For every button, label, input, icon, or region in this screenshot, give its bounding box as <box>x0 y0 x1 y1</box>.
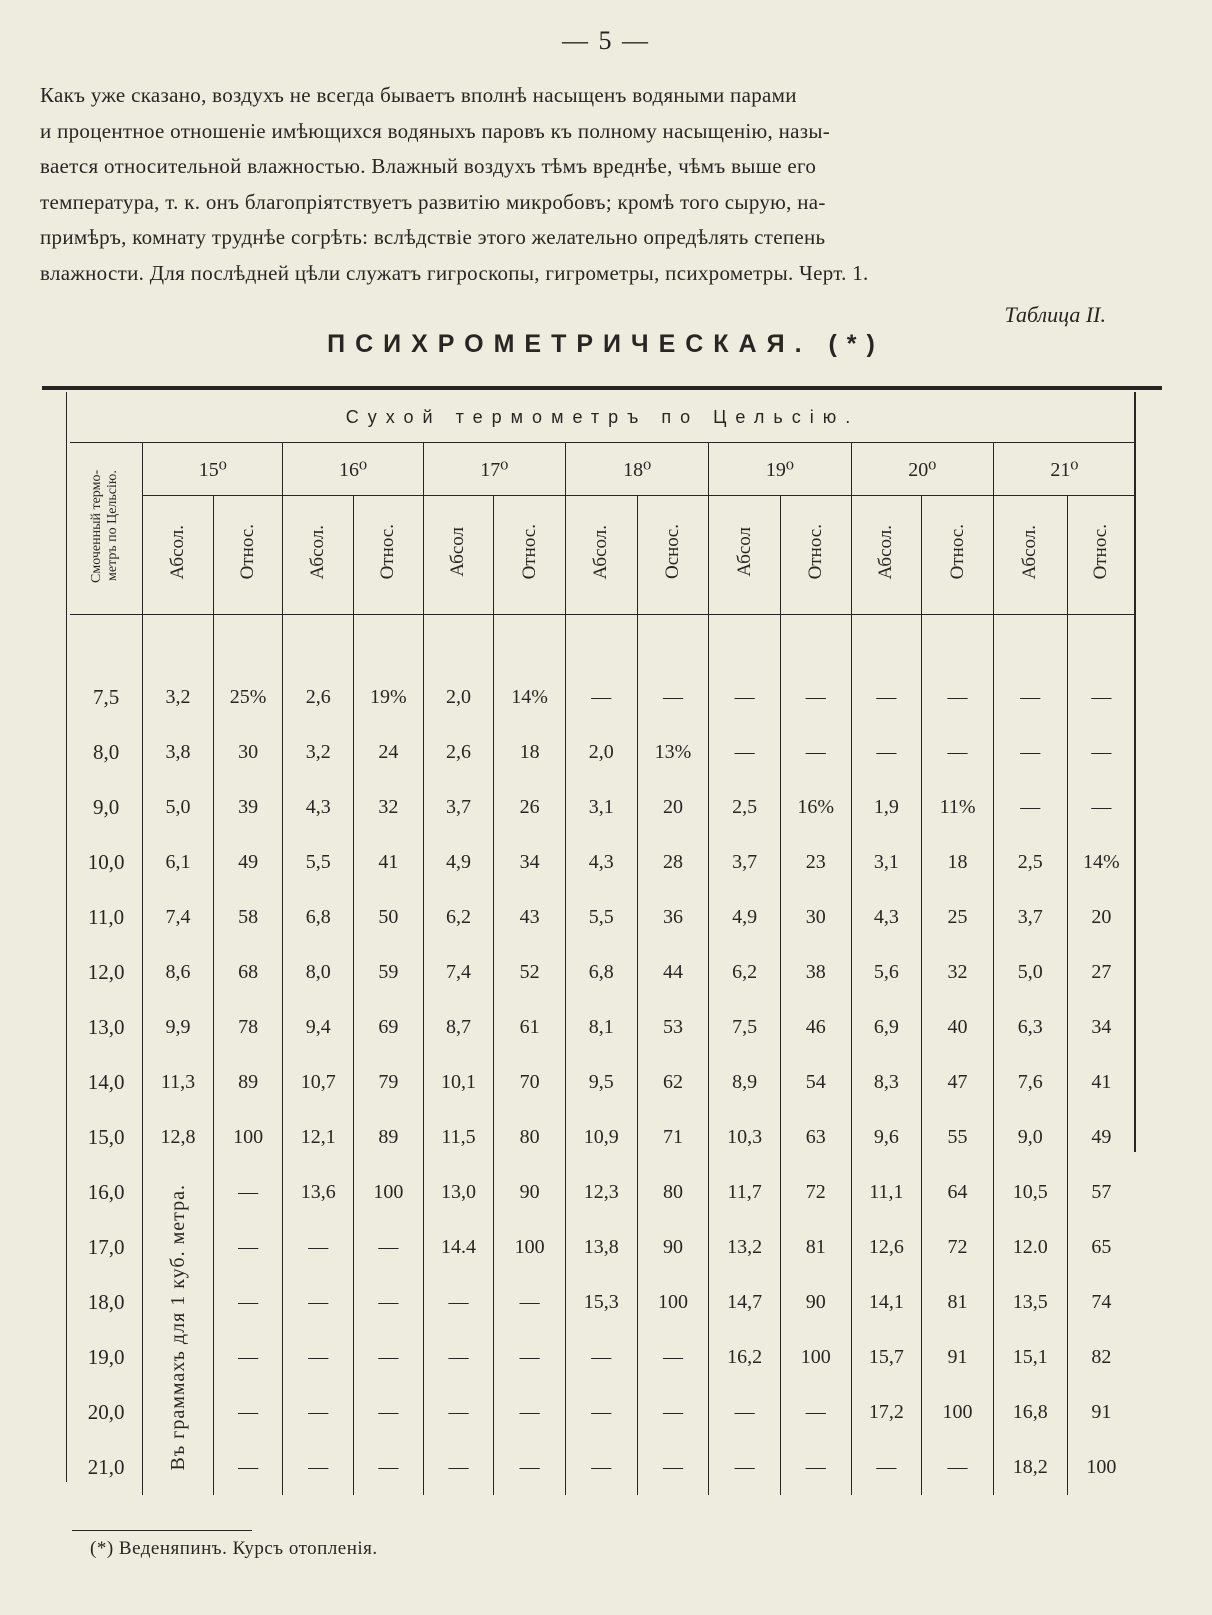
psychrometric-table <box>70 392 1135 1495</box>
table-label: Таблица II. <box>1004 302 1106 327</box>
relative-value-cell: 32 <box>922 945 994 1000</box>
relative-value-cell: 14% <box>1067 835 1135 890</box>
absolute-value-cell: 2,5 <box>709 780 781 835</box>
wet-temp-cell: 17,0 <box>87 1235 125 1259</box>
absolute-value-cell: 12,1 <box>283 1110 354 1165</box>
relative-value-cell: — <box>354 1220 424 1275</box>
relative-value-cell: 13% <box>637 725 709 780</box>
table-row <box>70 1220 1135 1275</box>
wet-temp-cell: 8,0 <box>92 740 120 764</box>
subheader-abs: Абсол <box>709 496 781 615</box>
relative-value-cell: 20 <box>637 780 709 835</box>
relative-value-cell: 74 <box>1067 1275 1135 1330</box>
relative-value-cell: — <box>354 1385 424 1440</box>
relative-value-cell: 24 <box>354 725 424 780</box>
absolute-value-cell: 10,3 <box>709 1110 781 1165</box>
subheader-rel: Относ. <box>213 496 283 615</box>
relative-value-cell: — <box>922 670 994 725</box>
table-row <box>70 670 1135 725</box>
intro-line: влажности. Для послѣдней цѣли служатъ гигроскопы, гигрометры, психрометры. Черт. 1. <box>40 260 869 285</box>
table-row <box>70 1165 1135 1220</box>
relative-value-cell: — <box>1067 780 1135 835</box>
absolute-value-cell: 2,5 <box>993 835 1067 890</box>
absolute-value-cell: 12,3 <box>565 1165 637 1220</box>
absolute-value-cell: 1,9 <box>851 780 922 835</box>
relative-value-cell: 71 <box>637 1110 709 1165</box>
absolute-value-cell: 2,0 <box>565 725 637 780</box>
relative-value-cell: 89 <box>213 1055 283 1110</box>
absolute-value-cell: — <box>565 1330 637 1385</box>
absolute-value-cell: 4,3 <box>851 890 922 945</box>
relative-value-cell: — <box>1067 725 1135 780</box>
relative-value-cell: 25% <box>213 670 283 725</box>
relative-value-cell: 34 <box>494 835 566 890</box>
absolute-value-cell: — <box>993 670 1067 725</box>
intro-line: вается относительной влажностью. Влажный воздухъ тѣмъ вреднѣе, чѣмъ выше его <box>40 154 817 178</box>
temp-header-18: 18⁰ <box>565 443 708 496</box>
absolute-value-cell: — <box>423 1275 494 1330</box>
table-top-rule <box>42 386 1162 390</box>
relative-value-cell: 16% <box>780 780 851 835</box>
subheader-abs: Абсол. <box>143 496 214 615</box>
subheader-rel: Относ. <box>780 496 851 615</box>
relative-value-cell: — <box>780 725 851 780</box>
relative-value-cell: 80 <box>637 1165 709 1220</box>
subheader-rel: Относ. <box>1067 496 1135 615</box>
intro-line: и процентное отношеніе имѣющихся водяныхъ паровъ къ полному насыщенію, назы- <box>40 118 831 143</box>
wet-temp-cell: 19,0 <box>87 1345 125 1369</box>
table-row <box>70 1385 1135 1440</box>
relative-value-cell: 23 <box>780 835 851 890</box>
absolute-value-cell: — <box>993 725 1067 780</box>
wet-temp-cell: 11,0 <box>88 905 125 929</box>
absolute-value-cell: 6,2 <box>709 945 781 1000</box>
absolute-value-cell: — <box>709 1440 781 1495</box>
table-row <box>70 835 1135 890</box>
table-row <box>70 1000 1135 1055</box>
relative-value-cell: 100 <box>637 1275 709 1330</box>
wet-temp-cell: 16,0 <box>87 1180 125 1204</box>
spacer-row <box>70 615 1135 671</box>
table-row <box>70 725 1135 780</box>
relative-value-cell: 80 <box>494 1110 566 1165</box>
subheader-abs: Абсол. <box>283 496 354 615</box>
relative-value-cell: — <box>922 725 994 780</box>
footnote: (*) Веденяпинъ. Курсъ отопленія. <box>90 1538 378 1559</box>
absolute-value-cell: — <box>709 725 781 780</box>
absolute-value-cell: — <box>565 670 637 725</box>
relative-value-cell: 57 <box>1067 1165 1135 1220</box>
relative-value-cell: — <box>780 1385 851 1440</box>
absolute-value-cell: — <box>283 1275 354 1330</box>
relative-value-cell: 82 <box>1067 1330 1135 1385</box>
relative-value-cell: — <box>494 1275 566 1330</box>
relative-value-cell: 46 <box>780 1000 851 1055</box>
wet-thermometer-header <box>70 443 143 615</box>
absolute-value-cell: — <box>851 670 922 725</box>
relative-value-cell: — <box>213 1330 283 1385</box>
relative-value-cell: 44 <box>637 945 709 1000</box>
relative-value-cell: 36 <box>637 890 709 945</box>
relative-value-cell: 90 <box>494 1165 566 1220</box>
absolute-value-cell: 11,3 <box>143 1055 214 1110</box>
relative-value-cell: 25 <box>922 890 994 945</box>
relative-value-cell: 34 <box>1067 1000 1135 1055</box>
relative-value-cell: 30 <box>780 890 851 945</box>
absolute-value-cell: 8,7 <box>423 1000 494 1055</box>
absolute-value-cell: 5,5 <box>283 835 354 890</box>
relative-value-cell: 41 <box>1067 1055 1135 1110</box>
relative-value-cell: 100 <box>922 1385 994 1440</box>
absolute-value-cell: 14,1 <box>851 1275 922 1330</box>
relative-value-cell: — <box>494 1385 566 1440</box>
absolute-value-cell: — <box>283 1440 354 1495</box>
absolute-value-cell: 7,4 <box>143 890 214 945</box>
relative-value-cell: 90 <box>637 1220 709 1275</box>
table-row <box>70 1055 1135 1110</box>
temp-header-17: 17⁰ <box>423 443 565 496</box>
relative-value-cell: 69 <box>354 1000 424 1055</box>
absolute-value-cell: 10,7 <box>283 1055 354 1110</box>
relative-value-cell: — <box>213 1385 283 1440</box>
absolute-value-cell: 14.4 <box>423 1220 494 1275</box>
absolute-value-cell: — <box>709 670 781 725</box>
relative-value-cell: 72 <box>780 1165 851 1220</box>
absolute-value-cell: 12.0 <box>993 1220 1067 1275</box>
relative-value-cell: 58 <box>213 890 283 945</box>
absolute-value-cell: — <box>283 1330 354 1385</box>
absolute-value-cell: — <box>851 725 922 780</box>
table-title: ПСИХРОМЕТРИЧЕСКАЯ. (*) <box>327 330 885 358</box>
relative-value-cell: 28 <box>637 835 709 890</box>
absolute-value-cell: — <box>709 1385 781 1440</box>
wet-temp-cell: 15,0 <box>87 1125 125 1149</box>
absolute-value-cell: 6,3 <box>993 1000 1067 1055</box>
relative-value-cell: 90 <box>780 1275 851 1330</box>
absolute-value-cell: 3,8 <box>143 725 214 780</box>
temp-header-19: 19⁰ <box>709 443 851 496</box>
relative-value-cell: 52 <box>494 945 566 1000</box>
wet-temp-cell: 12,0 <box>87 960 125 984</box>
table-left-rule <box>66 392 67 1482</box>
relative-value-cell: 38 <box>780 945 851 1000</box>
absolute-value-cell: 18,2 <box>993 1440 1067 1495</box>
absolute-value-cell: 5,6 <box>851 945 922 1000</box>
absolute-value-cell: — <box>565 1385 637 1440</box>
relative-value-cell: 26 <box>494 780 566 835</box>
absolute-value-cell: 9,6 <box>851 1110 922 1165</box>
subheader-rel: Относ. <box>922 496 994 615</box>
relative-value-cell: — <box>1067 670 1135 725</box>
relative-value-cell: 100 <box>780 1330 851 1385</box>
absolute-value-cell: 2,6 <box>423 725 494 780</box>
absolute-value-cell: 6,8 <box>565 945 637 1000</box>
relative-value-cell: — <box>780 1440 851 1495</box>
absolute-value-cell: 3,7 <box>993 890 1067 945</box>
relative-value-cell: 79 <box>354 1055 424 1110</box>
relative-value-cell: 30 <box>213 725 283 780</box>
absolute-value-cell: 15,1 <box>993 1330 1067 1385</box>
relative-value-cell: — <box>213 1440 283 1495</box>
relative-value-cell: 49 <box>213 835 283 890</box>
relative-value-cell: 50 <box>354 890 424 945</box>
wet-temp-cell: 21,0 <box>87 1455 125 1479</box>
table-row <box>70 1330 1135 1385</box>
relative-value-cell: 62 <box>637 1055 709 1110</box>
absolute-value-cell: 6,1 <box>143 835 214 890</box>
subheader-abs: Абсол. <box>993 496 1067 615</box>
temp-header-20: 20⁰ <box>851 443 993 496</box>
subheader-rel: Относ. <box>494 496 566 615</box>
wet-thermometer-label: Смоченный термо- метръ по Цельсію. <box>89 468 121 583</box>
absolute-value-cell: — <box>423 1440 494 1495</box>
relative-value-cell: 40 <box>922 1000 994 1055</box>
absolute-value-cell: 6,8 <box>283 890 354 945</box>
absolute-value-cell: 3,2 <box>283 725 354 780</box>
relative-value-cell: 32 <box>354 780 424 835</box>
absolute-value-cell: — <box>565 1440 637 1495</box>
absolute-value-cell: 12,8 <box>143 1110 214 1165</box>
absolute-value-cell: 9,5 <box>565 1055 637 1110</box>
absolute-value-cell: 8,3 <box>851 1055 922 1110</box>
relative-value-cell: 61 <box>494 1000 566 1055</box>
absolute-value-cell: 9,0 <box>993 1110 1067 1165</box>
absolute-value-cell: 3,7 <box>709 835 781 890</box>
relative-value-cell: — <box>213 1220 283 1275</box>
absolute-value-cell: 13,8 <box>565 1220 637 1275</box>
temp-header-21: 21⁰ <box>993 443 1135 496</box>
absolute-value-cell: 15,7 <box>851 1330 922 1385</box>
relative-value-cell: — <box>213 1165 283 1220</box>
absolute-value-cell: 15,3 <box>565 1275 637 1330</box>
absolute-value-cell: 4,9 <box>423 835 494 890</box>
absolute-value-cell: 12,6 <box>851 1220 922 1275</box>
absolute-value-cell: 16,2 <box>709 1330 781 1385</box>
absolute-value-cell: 9,4 <box>283 1000 354 1055</box>
relative-value-cell: 54 <box>780 1055 851 1110</box>
relative-value-cell: 91 <box>922 1330 994 1385</box>
relative-value-cell: — <box>494 1330 566 1385</box>
relative-value-cell: 41 <box>354 835 424 890</box>
absolute-value-cell: 3,7 <box>423 780 494 835</box>
absolute-value-cell: 13,6 <box>283 1165 354 1220</box>
relative-value-cell: 100 <box>494 1220 566 1275</box>
absolute-value-cell: 11,7 <box>709 1165 781 1220</box>
table-row <box>70 890 1135 945</box>
absolute-value-cell: — <box>283 1385 354 1440</box>
absolute-value-cell: 7,4 <box>423 945 494 1000</box>
footnote-rule <box>72 1530 252 1531</box>
relative-value-cell: — <box>922 1440 994 1495</box>
relative-value-cell: — <box>637 670 709 725</box>
wet-temp-cell: 14,0 <box>87 1070 125 1094</box>
relative-value-cell: 20 <box>1067 890 1135 945</box>
absolute-value-cell: 2,6 <box>283 670 354 725</box>
subheader-rel: Относ. <box>354 496 424 615</box>
absolute-value-cell: — <box>423 1385 494 1440</box>
relative-value-cell: 68 <box>213 945 283 1000</box>
relative-value-cell: — <box>780 670 851 725</box>
absolute-value-cell: 11,1 <box>851 1165 922 1220</box>
subheader-abs: Абсол. <box>851 496 922 615</box>
relative-value-cell: 89 <box>354 1110 424 1165</box>
table-body <box>70 615 1135 1496</box>
page-number: — 5 — <box>562 26 650 55</box>
absolute-value-cell: 8,6 <box>143 945 214 1000</box>
relative-value-cell: — <box>354 1275 424 1330</box>
absolute-value-cell: 8,9 <box>709 1055 781 1110</box>
relative-value-cell: 63 <box>780 1110 851 1165</box>
absolute-value-cell: 9,9 <box>143 1000 214 1055</box>
relative-value-cell: 14% <box>494 670 566 725</box>
unit-label: Въ граммахъ для 1 куб. метра. <box>166 1183 189 1471</box>
subheader-abs: Абсол <box>423 496 494 615</box>
relative-value-cell: 91 <box>1067 1385 1135 1440</box>
intro-paragraph <box>40 78 1170 291</box>
absolute-value-cell: 5,5 <box>565 890 637 945</box>
relative-value-cell: 18 <box>494 725 566 780</box>
table-row <box>70 1275 1135 1330</box>
relative-value-cell: 65 <box>1067 1220 1135 1275</box>
relative-value-cell: 18 <box>922 835 994 890</box>
relative-value-cell: — <box>354 1330 424 1385</box>
relative-value-cell: 55 <box>922 1110 994 1165</box>
relative-value-cell: 70 <box>494 1055 566 1110</box>
absolute-value-cell: 2,0 <box>423 670 494 725</box>
subheader-rel: Осноc. <box>637 496 709 615</box>
relative-value-cell: — <box>494 1440 566 1495</box>
wet-temp-cell: 13,0 <box>87 1015 125 1039</box>
absolute-value-cell: 4,9 <box>709 890 781 945</box>
relative-value-cell: 27 <box>1067 945 1135 1000</box>
relative-value-cell: 81 <box>922 1275 994 1330</box>
absolute-value-cell: 14,7 <box>709 1275 781 1330</box>
relative-value-cell: 72 <box>922 1220 994 1275</box>
temp-header-16: 16⁰ <box>283 443 423 496</box>
absolute-value-cell: 10,9 <box>565 1110 637 1165</box>
absolute-value-cell: 11,5 <box>423 1110 494 1165</box>
absolute-value-cell: 5,0 <box>993 945 1067 1000</box>
absolute-value-cell: — <box>993 780 1067 835</box>
absolute-value-cell: 10,1 <box>423 1055 494 1110</box>
relative-value-cell: 39 <box>213 780 283 835</box>
relative-value-cell: — <box>637 1440 709 1495</box>
unit-label-cell <box>143 1165 214 1495</box>
wet-temp-cell: 10,0 <box>87 850 125 874</box>
relative-value-cell: 78 <box>213 1000 283 1055</box>
absolute-value-cell: 5,0 <box>143 780 214 835</box>
absolute-value-cell: 6,2 <box>423 890 494 945</box>
subheader-abs: Абсол. <box>565 496 637 615</box>
wet-temp-cell: 20,0 <box>87 1400 125 1424</box>
absolute-value-cell: 13,2 <box>709 1220 781 1275</box>
intro-line: примѣръ, комнату труднѣе согрѣть: вслѣдствіе этого желательно опредѣлять степень <box>40 225 826 249</box>
table-row <box>70 945 1135 1000</box>
absolute-value-cell: 4,3 <box>283 780 354 835</box>
absolute-value-cell: — <box>283 1220 354 1275</box>
absolute-value-cell: 10,5 <box>993 1165 1067 1220</box>
absolute-value-cell: 8,0 <box>283 945 354 1000</box>
wet-temp-cell: 18,0 <box>87 1290 125 1314</box>
absolute-value-cell: 13,5 <box>993 1275 1067 1330</box>
absolute-value-cell: 6,9 <box>851 1000 922 1055</box>
wet-temp-cell: 9,0 <box>92 795 120 819</box>
relative-value-cell: — <box>213 1275 283 1330</box>
absolute-value-cell: — <box>423 1330 494 1385</box>
table-row <box>70 1110 1135 1165</box>
relative-value-cell: 43 <box>494 890 566 945</box>
relative-value-cell: — <box>354 1440 424 1495</box>
intro-line: температура, т. к. онъ благопріятствуетъ развитію микробовъ; кромѣ того сырую, на- <box>40 189 826 214</box>
relative-value-cell: 19% <box>354 670 424 725</box>
absolute-value-cell: 4,3 <box>565 835 637 890</box>
absolute-value-cell: 7,5 <box>709 1000 781 1055</box>
relative-value-cell: 81 <box>780 1220 851 1275</box>
relative-value-cell: 47 <box>922 1055 994 1110</box>
absolute-value-cell: — <box>851 1440 922 1495</box>
table-row <box>70 780 1135 835</box>
absolute-value-cell: 3,1 <box>851 835 922 890</box>
absolute-value-cell: 3,1 <box>565 780 637 835</box>
absolute-value-cell: 3,2 <box>143 670 214 725</box>
relative-value-cell: 49 <box>1067 1110 1135 1165</box>
absolute-value-cell: 13,0 <box>423 1165 494 1220</box>
relative-value-cell: 100 <box>213 1110 283 1165</box>
relative-value-cell: 100 <box>354 1165 424 1220</box>
wet-temp-cell: 7,5 <box>92 685 120 709</box>
relative-value-cell: — <box>637 1330 709 1385</box>
relative-value-cell: 59 <box>354 945 424 1000</box>
dry-thermometer-header: Сухой термометръ по Цельсію. <box>70 392 1135 443</box>
temp-header-15: 15⁰ <box>143 443 283 496</box>
relative-value-cell: 11% <box>922 780 994 835</box>
table-row <box>70 1440 1135 1495</box>
absolute-value-cell: 8,1 <box>565 1000 637 1055</box>
relative-value-cell: — <box>637 1385 709 1440</box>
relative-value-cell: 100 <box>1067 1440 1135 1495</box>
absolute-value-cell: 17,2 <box>851 1385 922 1440</box>
intro-line: Какъ уже сказано, воздухъ не всегда бываетъ вполнѣ насыщенъ водяными парами <box>40 83 797 107</box>
absolute-value-cell: 16,8 <box>993 1385 1067 1440</box>
absolute-value-cell: 7,6 <box>993 1055 1067 1110</box>
relative-value-cell: 64 <box>922 1165 994 1220</box>
relative-value-cell: 53 <box>637 1000 709 1055</box>
